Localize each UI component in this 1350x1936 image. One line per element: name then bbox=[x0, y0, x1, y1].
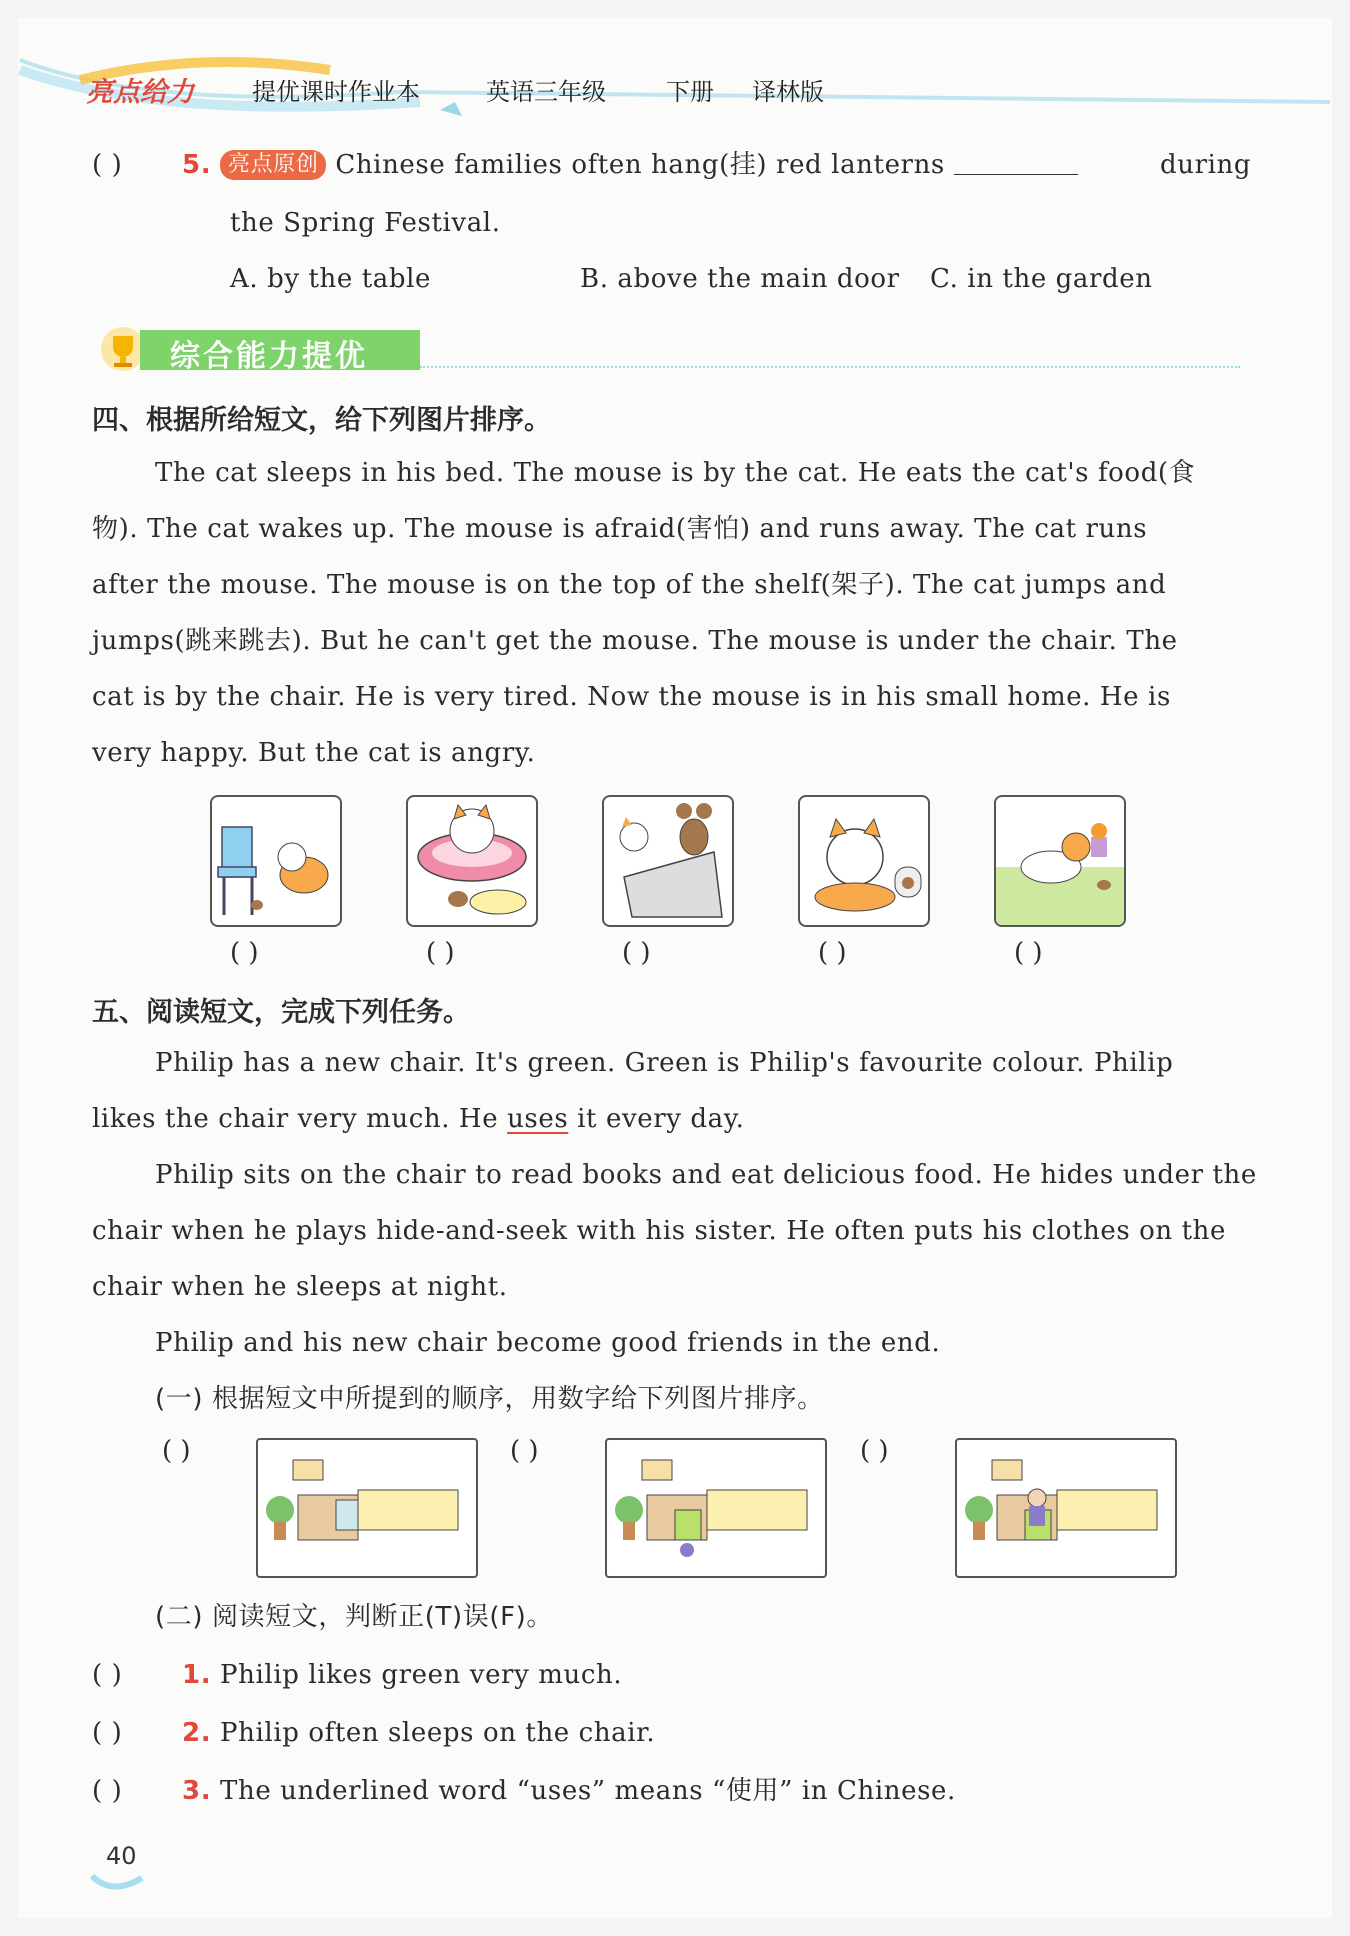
room-picture-2-answer[interactable]: ( ) bbox=[510, 1436, 539, 1466]
picture-cat-sleeping-in-bed bbox=[406, 795, 538, 927]
passage-p1-line2-post: it every day. bbox=[568, 1104, 745, 1134]
tf-2-number: 2. bbox=[182, 1718, 212, 1748]
passage-p1-line2 bbox=[92, 1102, 744, 1136]
q5-option-c[interactable]: C. in the garden bbox=[930, 264, 1153, 294]
tf-2-text: Philip often sleeps on the chair. bbox=[220, 1718, 656, 1748]
passage-p1-line2-pre: likes the chair very much. He bbox=[92, 1104, 508, 1134]
picture-1-answer[interactable]: ( ) bbox=[230, 938, 259, 968]
passage-p2-line3: chair when he sleeps at night. bbox=[92, 1272, 508, 1302]
tf-3-number: 3. bbox=[182, 1776, 212, 1806]
brand-logo: 亮点给力 bbox=[86, 77, 194, 108]
tf-item-1 bbox=[182, 1658, 622, 1692]
underlined-word: uses bbox=[507, 1104, 569, 1134]
original-badge: 亮点原创 bbox=[220, 150, 326, 180]
passage-p2-line1: Philip sits on the chair to read books and eat delicious food. He hides under the bbox=[155, 1160, 1257, 1190]
room-picture-1-answer[interactable]: ( ) bbox=[162, 1436, 191, 1466]
task-1-instruction: (一) 根据短文中所提到的顺序，用数字给下列图片排序。 bbox=[155, 1384, 824, 1414]
passage-p2-line2: chair when he plays hide-and-seek with his sister. He often puts his clothes on the bbox=[92, 1216, 1227, 1246]
q5-option-b[interactable]: B. above the main door bbox=[580, 264, 900, 294]
passage-p1-line1: Philip has a new chair. It's green. Green is Philip's favourite colour. Philip bbox=[155, 1048, 1174, 1078]
room-picture-clothes-on-chair bbox=[256, 1438, 478, 1578]
volume-label: 下册 bbox=[666, 78, 714, 106]
passage-p3: Philip and his new chair become good friends in the end. bbox=[155, 1328, 941, 1358]
room-picture-sitting-reading bbox=[955, 1438, 1177, 1578]
section4-line-3: after the mouse. The mouse is on the top of the shelf(架子). The cat jumps and bbox=[92, 570, 1167, 600]
section5-title: 五、阅读短文，完成下列任务。 bbox=[92, 997, 470, 1028]
tf-1-number: 1. bbox=[182, 1660, 212, 1690]
book-title: 提优课时作业本 bbox=[252, 78, 420, 106]
section4-line-6: very happy. But the cat is angry. bbox=[92, 738, 536, 768]
subject-label: 英语三年级 bbox=[486, 78, 606, 106]
section4-line-5: cat is by the chair. He is very tired. Now the mouse is in his small home. He is bbox=[92, 682, 1171, 712]
edition-label: 译林版 bbox=[752, 78, 824, 106]
picture-3-answer[interactable]: ( ) bbox=[622, 938, 651, 968]
tf-item-2 bbox=[182, 1716, 655, 1750]
section4-line-4: jumps(跳来跳去). But he can't get the mouse. The mouse is under the chair. The bbox=[92, 626, 1178, 656]
q5-stem bbox=[182, 148, 1078, 182]
room-picture-3-answer[interactable]: ( ) bbox=[860, 1436, 889, 1466]
q5-blank[interactable] bbox=[954, 150, 1078, 175]
tf-item-3 bbox=[182, 1774, 956, 1808]
q5-stem-during: during bbox=[1160, 150, 1252, 180]
banner-dotted-line bbox=[420, 366, 1240, 368]
q5-answer-paren[interactable]: ( ) bbox=[92, 150, 123, 180]
picture-4-answer[interactable]: ( ) bbox=[818, 938, 847, 968]
picture-cat-chasing-mouse bbox=[994, 795, 1126, 927]
tf-2-answer[interactable]: ( ) bbox=[92, 1718, 123, 1748]
section-banner-label: 综合能力提优 bbox=[170, 339, 368, 374]
page-number: 40 bbox=[106, 1842, 137, 1870]
section4-title: 四、根据所给短文，给下列图片排序。 bbox=[92, 405, 551, 436]
tf-1-answer[interactable]: ( ) bbox=[92, 1660, 123, 1690]
picture-cat-by-chair bbox=[210, 795, 342, 927]
q5-number: 5. bbox=[182, 150, 212, 180]
room-picture-hiding-under-chair bbox=[605, 1438, 827, 1578]
q5-stem-text: Chinese families often hang(挂) red lanterns bbox=[335, 150, 945, 180]
picture-5-answer[interactable]: ( ) bbox=[1014, 938, 1043, 968]
q5-option-a[interactable]: A. by the table bbox=[230, 264, 432, 294]
tf-3-text: The underlined word “uses” means “使用” in Chinese. bbox=[220, 1776, 956, 1806]
section4-line-2: 物). The cat wakes up. The mouse is afraid(害怕) and runs away. The cat runs bbox=[92, 514, 1148, 544]
q5-stem-cont: the Spring Festival. bbox=[230, 208, 501, 238]
picture-2-answer[interactable]: ( ) bbox=[426, 938, 455, 968]
tf-3-answer[interactable]: ( ) bbox=[92, 1776, 123, 1806]
tf-1-text: Philip likes green very much. bbox=[220, 1660, 623, 1690]
task-2-instruction: (二) 阅读短文，判断正(T)误(F)。 bbox=[155, 1602, 553, 1632]
section4-line-1: The cat sleeps in his bed. The mouse is by the cat. He eats the cat's food(食 bbox=[155, 458, 1196, 488]
picture-cat-angry-mouse-home bbox=[798, 795, 930, 927]
picture-mouse-on-shelf bbox=[602, 795, 734, 927]
